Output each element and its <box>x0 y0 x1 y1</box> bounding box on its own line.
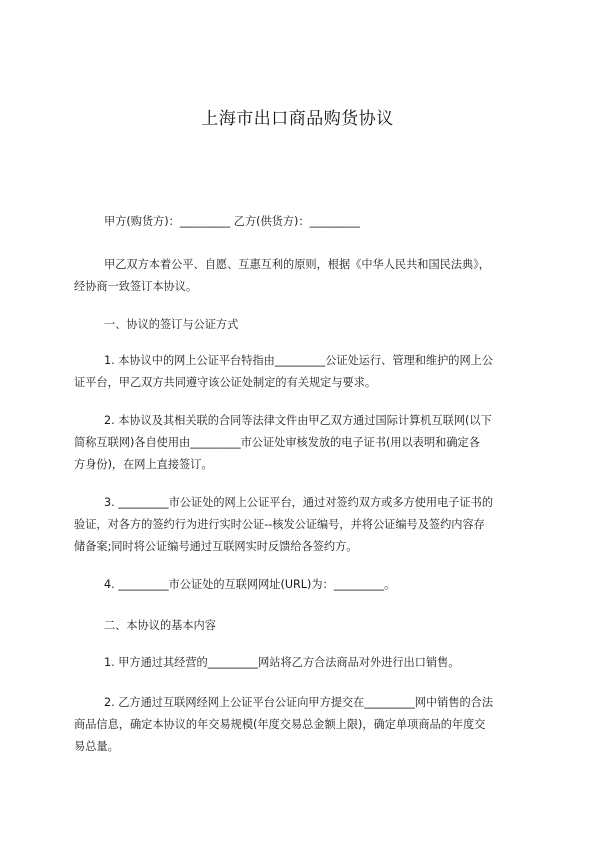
parties-text: 甲方(购货方)：_________ 乙方(供货方)：_________ <box>104 215 360 228</box>
clause-1-3-line-3: 储备案;同时将公证编号通过互联网实时反馈给各签约方。 <box>74 540 358 553</box>
clause-1-3-line-2: 验证，对各方的签约行为进行实时公证--核发公证编号，并将公证编号及签约内容存 <box>74 518 485 531</box>
clause-1-2-line-3: 方身份)，在网上直接签订。 <box>74 458 213 471</box>
section-heading-1 <box>104 314 528 336</box>
clause-1-1-line-1: 1. 本协议中的网上公证平台特指由_________公证处运行、管理和维护的网上公 <box>104 354 494 367</box>
section-1-heading-text: 一、协议的签订与公证方式 <box>104 318 239 331</box>
clause-2-1 <box>104 652 528 674</box>
clause-1-3-line-1: 3. _________市公证处的网上公证平台，通过对签约双方或多方使用电子证书的 <box>104 496 494 509</box>
clause-2-2-line-3: 易总量。 <box>74 740 119 753</box>
clause-1-2 <box>74 410 528 476</box>
parties-line <box>104 211 528 233</box>
clause-1-1 <box>74 350 528 394</box>
clause-1-3 <box>74 492 528 558</box>
section-2-heading-text: 二、本协议的基本内容 <box>104 619 216 632</box>
clause-2-2-line-2: 商品信息，确定本协议的年交易规模(年度交易总金额上限)，确定单项商品的年度交 <box>74 718 486 731</box>
clause-2-1-text: 1. 甲方通过其经营的_________网站将乙方合法商品对外进行出口销售。 <box>104 656 460 669</box>
clause-1-1-line-2: 证平台，甲乙双方共同遵守该公证处制定的有关规定与要求。 <box>74 376 377 389</box>
intro-paragraph <box>74 254 528 298</box>
intro-line-2: 经协商一致签订本协议。 <box>74 280 198 293</box>
section-heading-2 <box>104 615 528 637</box>
clause-1-2-line-1: 2. 本协议及其相关联的合同等法律文件由甲乙双方通过国际计算机互联网(以下 <box>104 414 492 427</box>
clause-1-2-line-2: 简称互联网)各自使用由_________市公证处审核发放的电子证书(用以表明和确定各 <box>74 436 480 449</box>
document-title: 上海市出口商品购货协议 <box>201 109 394 129</box>
clause-2-2-line-1: 2. 乙方通过互联网经网上公证平台公证向甲方提交在_________网中销售的合法 <box>104 696 494 709</box>
clause-1-4 <box>104 574 528 596</box>
intro-line-1: 甲乙双方本着公平、自愿、互惠互利的原则，根据《中华人民共和国民法典》， <box>104 258 490 271</box>
clause-2-2 <box>74 692 528 758</box>
clause-1-4-text: 4. _________市公证处的互联网网址(URL)为：_________。 <box>104 578 396 591</box>
